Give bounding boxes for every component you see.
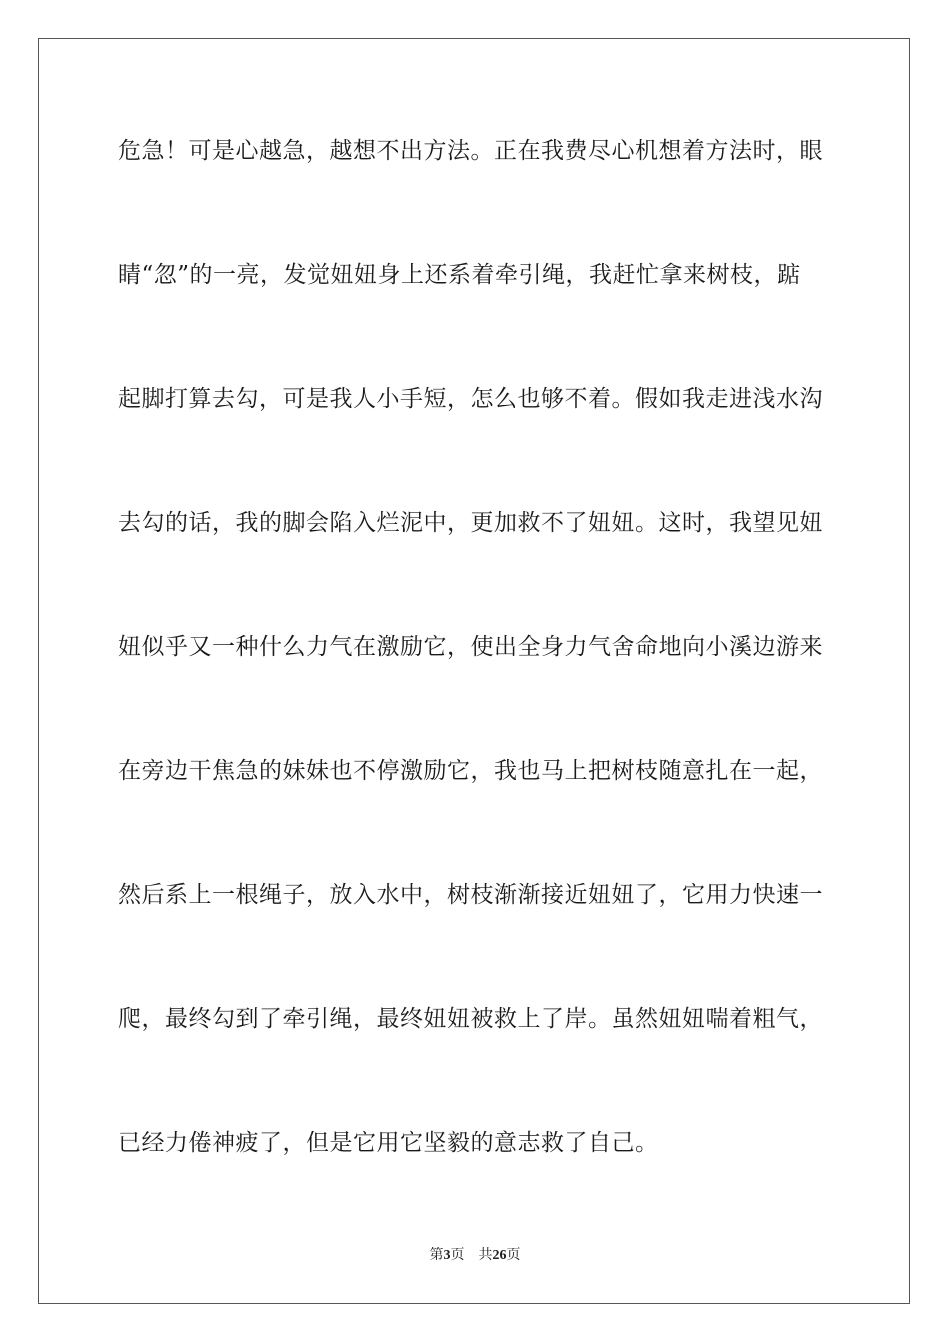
page-footer	[0, 1246, 950, 1265]
page-suffix: 页	[450, 1247, 465, 1263]
total-pages: 26	[492, 1248, 507, 1263]
page-prefix: 第	[429, 1247, 444, 1263]
text-line: 妞似乎又一种什么力气在激励它，使出全身力气舍命地向小溪边游来	[118, 634, 823, 660]
text-line: 去勾的话，我的脚会陷入烂泥中，更加救不了妞妞。这时，我望见妞	[118, 510, 823, 536]
text-line: 起脚打算去勾，可是我人小手短，怎么也够不着。假如我走进浅水沟	[118, 386, 823, 412]
text-line: 已经力倦神疲了，但是它用它坚毅的意志救了自己。	[118, 1130, 659, 1156]
page-number: 3	[443, 1248, 451, 1263]
text-line: 睛“忽”的一亮，发觉妞妞身上还系着牵引绳，我赶忙拿来树枝，踮	[118, 262, 801, 288]
text-line: 爬，最终勾到了牵引绳，最终妞妞被救上了岸。虽然妞妞喘着粗气，	[118, 1006, 823, 1032]
text-line: 在旁边干焦急的妹妹也不停激励它，我也马上把树枝随意扎在一起，	[118, 758, 823, 784]
total-suffix: 页	[506, 1247, 521, 1263]
text-line: 危急！可是心越急，越想不出方法。正在我费尽心机想着方法时，眼	[118, 138, 823, 164]
total-prefix: 共	[478, 1247, 493, 1263]
page-border	[38, 38, 910, 1304]
text-line: 然后系上一根绳子，放入水中，树枝渐渐接近妞妞了，它用力快速一	[118, 882, 823, 908]
